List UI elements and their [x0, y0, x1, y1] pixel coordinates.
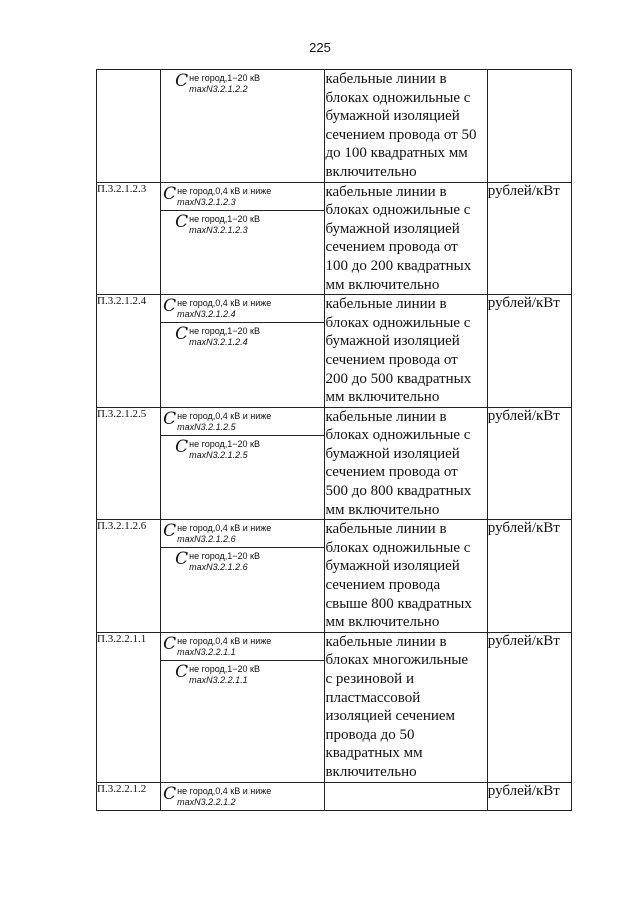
- description-line: кабельные линии в: [325, 408, 447, 425]
- formula-subscript: maxN3.2.1.2.4: [189, 337, 248, 348]
- rate-formula: [161, 70, 324, 97]
- description-cell: [325, 407, 487, 520]
- unit-cell: рублей/кВт: [487, 782, 571, 810]
- description-line: блоках многожильные: [325, 652, 469, 669]
- formula-superscript: не город,1−20 кВ: [189, 213, 260, 224]
- description-line: 100 до 200 квадратных: [325, 257, 472, 274]
- formula-superscript: не город,0,4 кВ и ниже: [177, 410, 272, 421]
- description-cell: [325, 632, 487, 782]
- rate-formula: [161, 295, 324, 322]
- page-number: 225: [309, 40, 331, 55]
- formula-superscript: не город,1−20 кВ: [189, 326, 260, 337]
- formula-symbol: C: [163, 183, 177, 204]
- unit-cell: рублей/кВт: [487, 295, 571, 408]
- description-line: кабельные линии в: [325, 633, 447, 650]
- rate-formula: [161, 547, 324, 575]
- rate-formula: [161, 520, 324, 547]
- formula-symbol: C: [163, 521, 177, 542]
- description-line: включительно: [325, 763, 417, 780]
- description-line: 500 до 800 квадратных: [325, 483, 472, 500]
- rate-formula: [161, 210, 324, 238]
- description-line: свыше 800 квадратных: [325, 595, 472, 612]
- description-line: блоках одножильные с: [325, 539, 471, 556]
- formula-symbol: C: [163, 633, 177, 654]
- description-line: блоках одножильные с: [325, 427, 471, 444]
- description-line: сечением провода от 50: [325, 126, 477, 143]
- formula-superscript: не город,0,4 кВ и ниже: [177, 635, 272, 646]
- description-cell: [325, 70, 487, 183]
- description-line: мм включительно: [325, 276, 440, 293]
- formula-cell: [161, 520, 325, 633]
- description-line: бумажной изоляцией: [325, 558, 460, 575]
- description-line: пластмассовой: [325, 689, 421, 706]
- formula-subscript: maxN3.2.1.2.3: [189, 224, 248, 235]
- description-line: до 100 квадратных мм: [325, 145, 468, 162]
- description-line: сечением провода от: [325, 464, 458, 481]
- rate-formula: [161, 660, 324, 688]
- formula-symbol: C: [175, 324, 189, 345]
- rate-formula: [161, 183, 324, 210]
- formula-symbol: C: [163, 408, 177, 429]
- description-line: сечением провода от: [325, 239, 458, 256]
- description-line: бумажной изоляцией: [325, 108, 460, 125]
- formula-superscript: не город,1−20 кВ: [189, 551, 260, 562]
- formula-subscript: maxN3.2.2.1.2: [177, 796, 236, 807]
- formula-symbol: C: [175, 549, 189, 570]
- formula-cell: [161, 632, 325, 782]
- unit-cell: рублей/кВт: [487, 407, 571, 520]
- description-line: бумажной изоляцией: [325, 220, 460, 237]
- description-cell: [325, 182, 487, 295]
- unit-cell: [487, 70, 571, 183]
- description-line: кабельные линии в: [325, 183, 447, 200]
- description-line: с резиновой и: [325, 671, 414, 687]
- row-code: [97, 70, 161, 183]
- description-line: сечением провода от: [325, 351, 458, 368]
- formula-symbol: C: [175, 211, 189, 232]
- description-line: провода до 50: [325, 726, 415, 743]
- description-cell: [325, 782, 487, 810]
- formula-superscript: не город,1−20 кВ: [189, 663, 260, 674]
- formula-symbol: C: [163, 783, 177, 804]
- row-code: П.3.2.1.2.6: [97, 520, 161, 633]
- table-row: [97, 295, 572, 408]
- formula-cell: [161, 407, 325, 520]
- row-code: П.3.2.2.1.1: [97, 632, 161, 782]
- formula-superscript: не город,0,4 кВ и ниже: [177, 185, 272, 196]
- table-row: [97, 70, 572, 183]
- description-line: сечением провода: [325, 577, 441, 594]
- description-line: кабельные линии в: [325, 521, 447, 538]
- rate-formula: [161, 435, 324, 463]
- formula-symbol: C: [175, 71, 189, 91]
- formula-subscript: maxN3.2.1.2.5: [189, 449, 248, 460]
- formula-subscript: maxN3.2.2.1.1: [177, 646, 236, 657]
- rate-formula: [161, 633, 324, 660]
- unit-cell: рублей/кВт: [487, 182, 571, 295]
- description-line: изоляцией сечением: [325, 708, 456, 725]
- formula-subscript: maxN3.2.1.2.3: [177, 196, 236, 207]
- rate-formula: [161, 408, 324, 435]
- rate-formula: [161, 322, 324, 350]
- description-line: квадратных мм: [325, 745, 423, 762]
- description-line: мм включительно: [325, 614, 440, 631]
- rate-formula: [161, 783, 324, 810]
- description-line: блоках одножильные с: [325, 202, 471, 219]
- description-line: кабельные линии в: [325, 296, 447, 313]
- description-line: блоках одножильные с: [325, 89, 471, 106]
- formula-subscript: maxN3.2.1.2.4: [177, 309, 236, 320]
- formula-symbol: C: [163, 296, 177, 317]
- formula-cell: [161, 70, 325, 183]
- description-line: бумажной изоляцией: [325, 445, 460, 462]
- formula-subscript: maxN3.2.1.2.2: [189, 84, 248, 94]
- table-row: [97, 520, 572, 633]
- table-row: [97, 782, 572, 810]
- description-line: включительно: [325, 163, 417, 180]
- formula-cell: [161, 182, 325, 295]
- formula-cell: [161, 782, 325, 810]
- table-row: [97, 182, 572, 295]
- formula-subscript: maxN3.2.1.2.6: [177, 534, 236, 545]
- formula-subscript: maxN3.2.1.2.6: [189, 562, 248, 573]
- formula-superscript: не город,1−20 кВ: [189, 438, 260, 449]
- table-row: [97, 407, 572, 520]
- row-code: П.3.2.1.2.4: [97, 295, 161, 408]
- formula-superscript: не город,0,4 кВ и ниже: [177, 298, 272, 309]
- description-line: кабельные линии в: [325, 71, 447, 87]
- formula-cell: [161, 295, 325, 408]
- formula-superscript: не город,0,4 кВ и ниже: [177, 785, 272, 796]
- formula-symbol: C: [175, 436, 189, 457]
- description-line: блоках одножильные с: [325, 314, 471, 331]
- formula-superscript: не город,0,4 кВ и ниже: [177, 523, 272, 534]
- formula-subscript: maxN3.2.1.2.5: [177, 421, 236, 432]
- unit-cell: рублей/кВт: [487, 632, 571, 782]
- unit-cell: рублей/кВт: [487, 520, 571, 633]
- description-line: мм включительно: [325, 501, 440, 518]
- formula-subscript: maxN3.2.2.1.1: [189, 674, 248, 685]
- description-cell: [325, 295, 487, 408]
- row-code: П.3.2.2.1.2: [97, 782, 161, 810]
- description-line: 200 до 500 квадратных: [325, 370, 472, 387]
- row-code: П.3.2.1.2.3: [97, 182, 161, 295]
- row-code: П.3.2.1.2.5: [97, 407, 161, 520]
- table-row: [97, 632, 572, 782]
- description-line: мм включительно: [325, 389, 440, 406]
- formula-symbol: C: [175, 661, 189, 682]
- formula-superscript: не город,1−20 кВ: [189, 73, 260, 83]
- description-cell: [325, 520, 487, 633]
- tariff-table: [96, 69, 572, 811]
- description-line: бумажной изоляцией: [325, 333, 460, 350]
